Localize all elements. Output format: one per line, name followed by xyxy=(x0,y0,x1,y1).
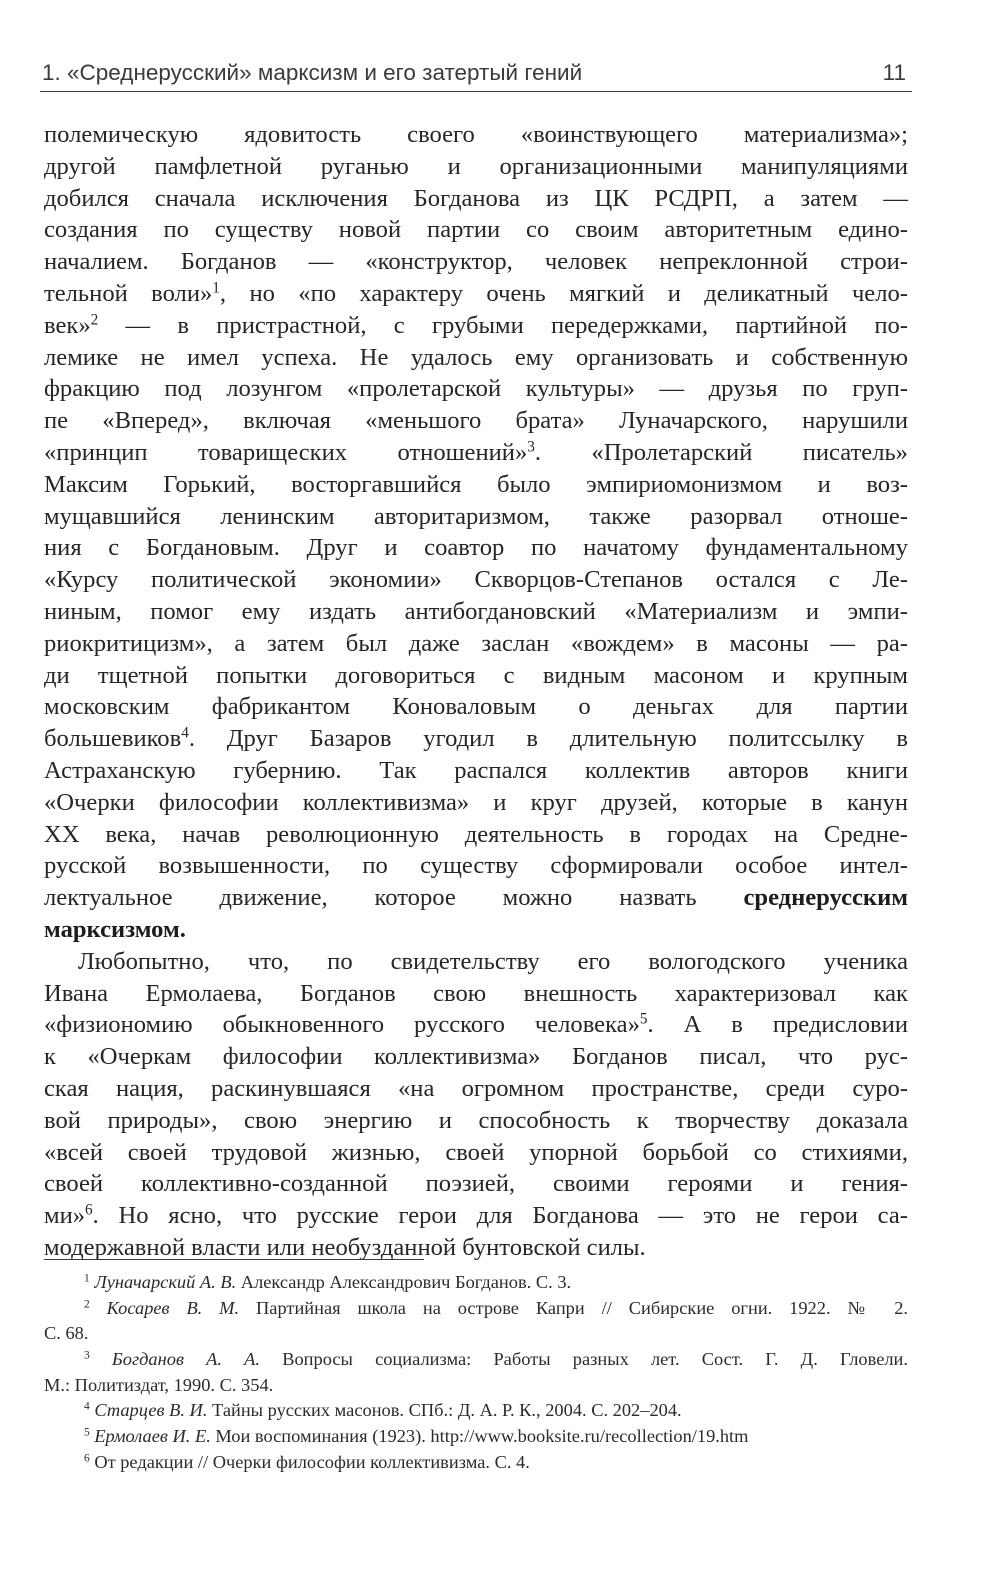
footnote-2-cont: С. 68. xyxy=(44,1323,89,1344)
footnote-ref: 6 xyxy=(85,1201,93,1219)
text-line: русской возвышенности, по существу сформировали особое интел- xyxy=(44,852,908,880)
text-line: «Курсу политической экономии» Скворцов-Степанов остался с Ле- xyxy=(44,566,908,594)
text-line: к «Очеркам философии коллективизма» Богданов писал, что рус- xyxy=(44,1043,908,1071)
text-line: московским фабрикантом Коноваловым о деньгах для партии xyxy=(44,693,908,721)
text-line: риокритицизм», а затем был даже заслан «вождем» в масоны — ра- xyxy=(44,629,908,657)
text-line: Ивана Ермолаева, Богданов свою внешность характеризовал как xyxy=(44,979,908,1007)
text-line: пе «Вперед», включая «меньшого брата» Луначарского, нарушили xyxy=(44,407,908,435)
text-line: полемическую ядовитость своего «воинствующего материализма»; xyxy=(44,121,908,148)
footnote-ref: 1 xyxy=(212,279,220,297)
footnote-1: $^1$ Луначарский А. В. Александр Александрович Богданов. С. 3. xyxy=(84,1272,572,1292)
footnote-6: $^6$ От редакции // Очерки философии коллективизма. С. 4. xyxy=(84,1451,530,1472)
footnote-author: Богданов А. А. xyxy=(111,1349,260,1370)
text-line: модержавной власти или необузданной бунтовской силы. xyxy=(44,1233,646,1261)
text-line: «принцип товарищеских отношений»$^3$. «Пролетарский писатель» xyxy=(44,438,908,466)
text-line: началием. Богданов — «конструктор, человек непреклонной строи- xyxy=(44,248,908,276)
footnote-4: $^4$ Старцев В. И. Тайны русских масонов. СПб.: Д. А. Р. К., 2004. С. 202–204. xyxy=(84,1400,682,1421)
text-line: фракцию под лозунгом «пролетарской культуры» — друзья по груп- xyxy=(44,375,908,403)
footnote-ref: 2 xyxy=(90,311,99,329)
footnote-ref: 5 xyxy=(639,1010,648,1028)
text-line: лемике не имел успеха. Не удалось ему организовать и собственную xyxy=(44,343,908,371)
header-rule xyxy=(40,91,912,92)
text-line: мущавшийся ленинским авторитаризмом, также разорвал отноше- xyxy=(44,502,908,530)
text-line: большевиков$^4$. Друг Базаров угодил в длительную политссылку в xyxy=(44,724,908,753)
text-line: «физиономию обыкновенного русского человека»$^5$. А в предисловии xyxy=(44,1010,908,1039)
text-line: Максим Горький, восторгавшийся было эмпириомонизмом и воз- xyxy=(44,470,908,498)
text-line: «всей своей трудовой жизнью, своей упорной борьбой со стихиями, xyxy=(44,1138,908,1166)
text-line: тельной воли»$^1$, но «по характеру очень мягкий и деликатный чело- xyxy=(44,279,908,307)
footnote-ref: 4 xyxy=(181,724,189,742)
text-line: век»$^2$ — в пристрастной, с грубыми передержками, партийной по- xyxy=(44,311,908,339)
running-head xyxy=(42,58,910,92)
bold-term: марксизмом. xyxy=(44,915,186,943)
text-line: другой памфлетной руганью и организационными манипуляциями xyxy=(44,152,908,180)
footnote-author: Старцев В. И. xyxy=(94,1400,208,1421)
text-line: добился сначала исключения Богданова из ЦК РСДРП, а затем — xyxy=(44,184,908,212)
text-line: ния с Богдановым. Друг и соавтор по начатому фундаментальному xyxy=(44,534,908,562)
bold-term: среднерусским xyxy=(743,884,908,912)
text-line: создания по существу новой партии со своим авторитетным едино- xyxy=(44,216,908,244)
text-line: ская нация, раскинувшаяся «на огромном пространстве, среди суро- xyxy=(44,1074,908,1102)
body-text xyxy=(44,119,908,1264)
footnotes xyxy=(44,1270,908,1476)
text-line: ди тщетной попытки договориться с видным масоном и крупным xyxy=(44,661,908,689)
footnote-author: Ермолаев И. Е. xyxy=(94,1426,211,1447)
text-line xyxy=(44,914,908,946)
footnote-3-cont: М.: Политиздат, 1990. С. 354. xyxy=(44,1374,274,1395)
text-line: ниным, помог ему издать антибогдановский «Материализм и эмпи- xyxy=(44,597,908,625)
footnote-ref: 3 xyxy=(527,438,535,456)
page-number: 11 xyxy=(882,60,906,85)
footnote-5: $^5$ Ермолаев И. Е. Мои воспоминания (1923). http://www.booksite.ru/recollection/19.htm xyxy=(84,1426,749,1447)
text-line: Астраханскую губернию. Так распался коллектив авторов книги xyxy=(44,756,908,784)
text-line: вой природы», свою энергию и способность к творчеству доказала xyxy=(44,1106,908,1134)
footnote-2: $^2$ Косарев В. М. Партийная школа на острове Капри // Сибирские огни. 1922. № 2. xyxy=(84,1297,908,1318)
text-line: ми»$^6$. Но ясно, что русские герои для Богданова — это не герои са- xyxy=(44,1201,908,1230)
text-line: «Очерки философии коллективизма» и круг друзей, которые в канун xyxy=(44,788,908,816)
footnote-author: Косарев В. М. xyxy=(106,1297,240,1318)
text-line: лектуальное движение, которое можно назвать среднерусским xyxy=(44,884,908,912)
chapter-title: 1. «Среднерусский» марксизм и его затертый гений xyxy=(42,60,583,85)
text-line: XX века, начав революционную деятельность в городах на Средне- xyxy=(44,820,908,848)
text-line: своей коллективно-созданной поэзией, своими героями и гения- xyxy=(44,1170,908,1198)
footnote-author: Луначарский А. В. xyxy=(94,1272,237,1292)
footnote-3: $^3$ Богданов А. А. Вопросы социализма: Работы разных лет. Сост. Г. Д. Гловели. xyxy=(84,1349,908,1370)
footnote-rule xyxy=(44,1259,424,1260)
paragraph-start: Любопытно, что, по свидетельству его вологодского ученика xyxy=(78,947,908,975)
